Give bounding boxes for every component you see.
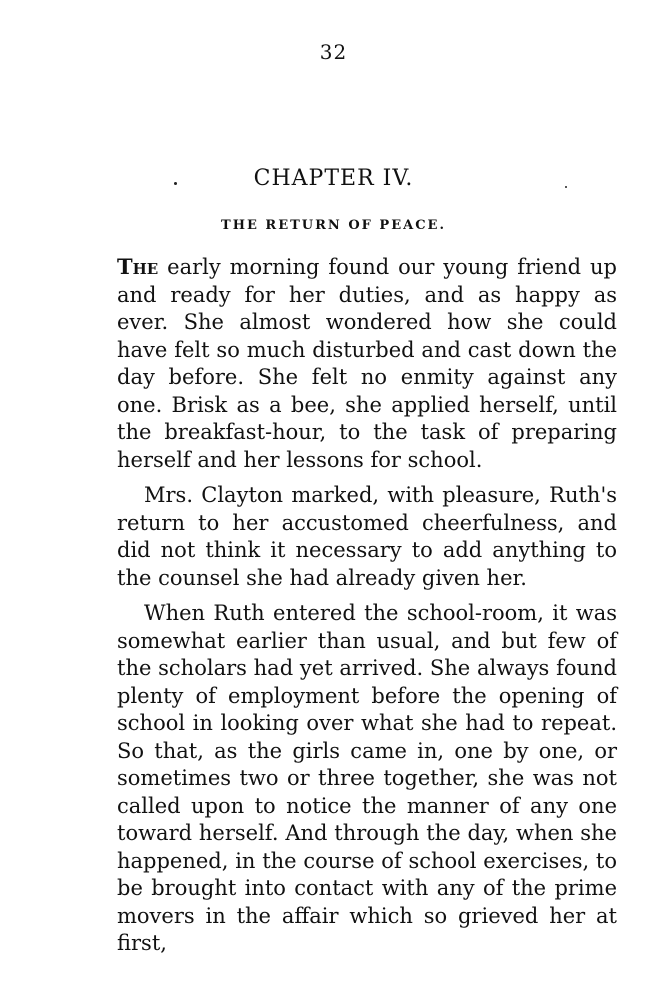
paragraph — [117, 482, 617, 592]
body-text — [117, 253, 617, 958]
paragraph-lead-word: The — [117, 254, 159, 279]
paragraph — [117, 600, 617, 958]
paragraph-text: When Ruth entered the school-room, it was somewhat earlier than usual, and but few of the scholars had yet arrived. She always found plenty of employment before the opening of school in looking over what she had to repeat. So that, as the girls came in, one by one, or sometimes two or three together, she was not called upon to notice the manner of any one toward herself. And through the day, when she happened, in the course of school exercises, to be brought into contact with any of the prime movers in the affair which so grieved her at first, — [117, 601, 617, 955]
paragraph-text: early morning found our young friend up and ready for her duties, and as happy as ever. She almost wondered how she could have felt so much disturbed and cast down the day before. She felt no enmity against any one. Brisk as a bee, she applied herself, until the breakfast-hour, to the task of preparing herself and her lessons for school. — [117, 255, 617, 472]
page-number: 32 — [319, 40, 348, 64]
chapter-subtitle: THE RETURN OF PEACE. — [221, 218, 446, 233]
paragraph — [117, 253, 617, 474]
paragraph-text: Mrs. Clayton marked, with pleasure, Ruth's return to her accustomed cheerfulness, and did not think it necessary to add anything to the counsel she had already given her. — [117, 483, 617, 590]
chapter-title: CHAPTER IV. — [253, 166, 414, 191]
